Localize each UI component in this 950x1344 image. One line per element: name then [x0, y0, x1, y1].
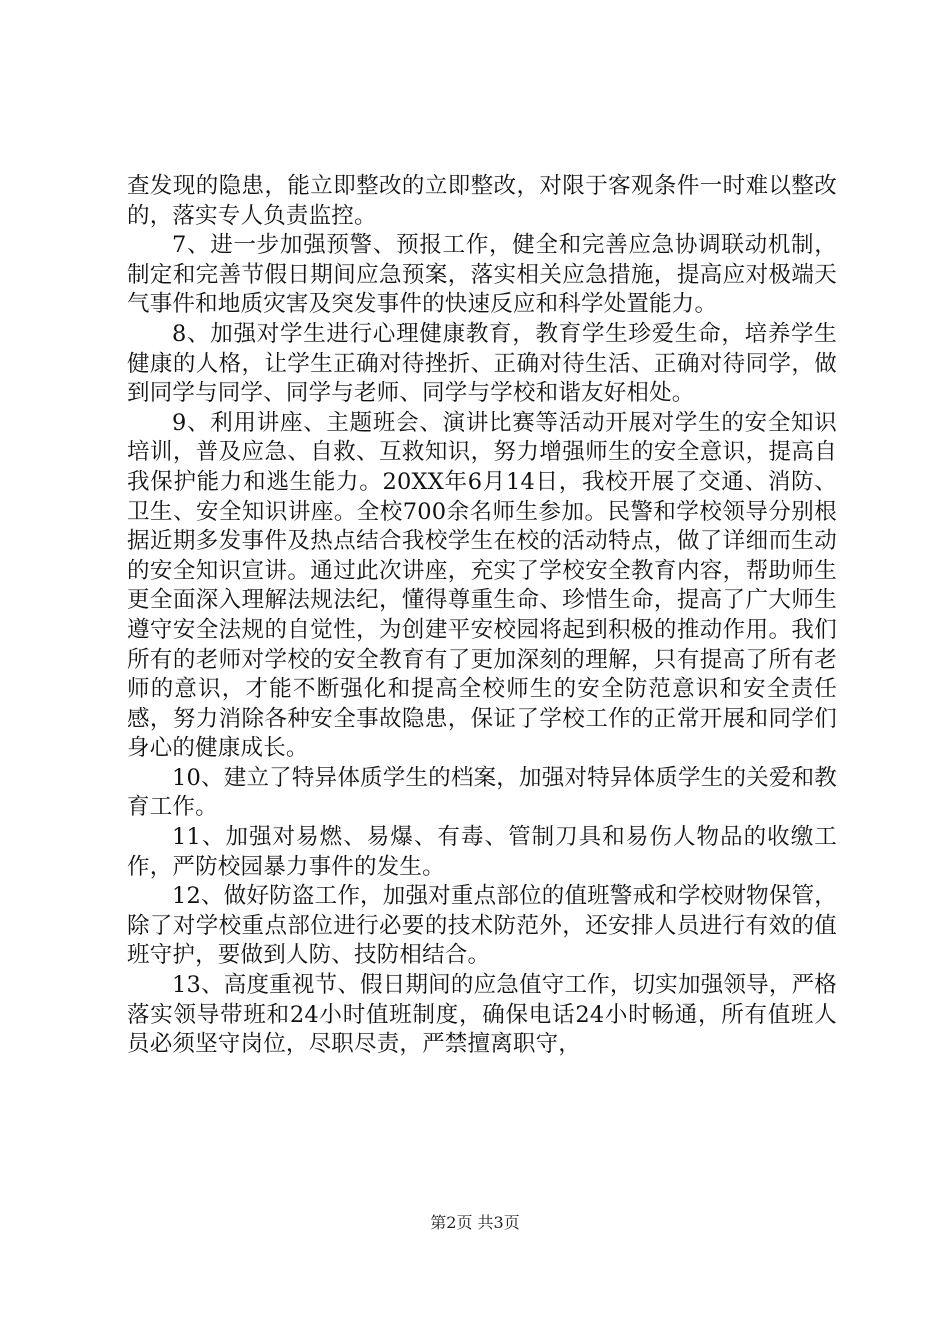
paragraph-item-8: 8、加强对学生进行心理健康教育，教育学生珍爱生命，培养学生健康的人格，让学生正确对待挫折、正确对待生活、正确对待同学，做到同学与同学、同学与老师、同学与学校和谐友好相处。: [127, 320, 837, 407]
paragraph-item-7: 7、进一步加强预警、预报工作，健全和完善应急协调联动机制，制定和完善节假日期间应急预案，落实相关应急措施，提高应对极端天气事件和地质灾害及突发事件的快速反应和科学处置能力。: [127, 232, 837, 318]
page-footer: [0, 1213, 950, 1233]
paragraph-item-12: 12、做好防盗工作，加强对重点部位的值班警戒和学校财物保管，除了对学校重点部位进行必要的技术防范外，还安排人员进行有效的值班守护，要做到人防、技防相结合。: [127, 883, 837, 969]
paragraph-item-13: 13、高度重视节、假日期间的应急值守工作，切实加强领导，严格落实领导带班和24小时值班制度，确保电话24小时畅通，所有值班人员必须坚守岗位，尽职尽责，严禁擅离职守，: [127, 972, 837, 1058]
paragraph-item-10: 10、建立了特异体质学生的档案，加强对特异体质学生的关爱和教育工作。: [127, 764, 837, 821]
page-number-label: 第2页 共3页: [430, 1213, 520, 1232]
paragraph-continuation: 查发现的隐患，能立即整改的立即整改，对限于客观条件一时难以整改的，落实专人负责监控。: [127, 173, 837, 229]
paragraph-item-11: 11、加强对易燃、易爆、有毒、管制刀具和易伤人物品的收缴工作，严防校园暴力事件的发生。: [127, 824, 837, 880]
document-body: [127, 172, 837, 1060]
paragraph-item-9: 9、利用讲座、主题班会、演讲比赛等活动开展对学生的安全知识培训，普及应急、自救、互救知识，努力增强师生的安全意识，提高自我保护能力和逃生能力。20XX年6月14日，我校开展了交通、消防、卫生、安全知识讲座。全校700余名师生参加。民警和学校领导分别根据近期多发事件及热点结合我校学生在校的活动特点，做了详细而生动的安全知识宣讲。通过此次讲座，充实了学校安全教育内容，帮助师生更全面深入理解法规法纪，懂得尊重生命、珍惜生命，提高了广大师生遵守安全法规的自觉性，为创建平安校园将起到积极的推动作用。我们所有的老师对学校的安全教育有了更加深刻的理解，只有提高了所有老师的意识，才能不断强化和提高全校师生的安全防范意识和安全责任感，努力消除各种安全事故隐患，保证了学校工作的正常开展和同学们身心的健康成长。: [127, 409, 837, 762]
